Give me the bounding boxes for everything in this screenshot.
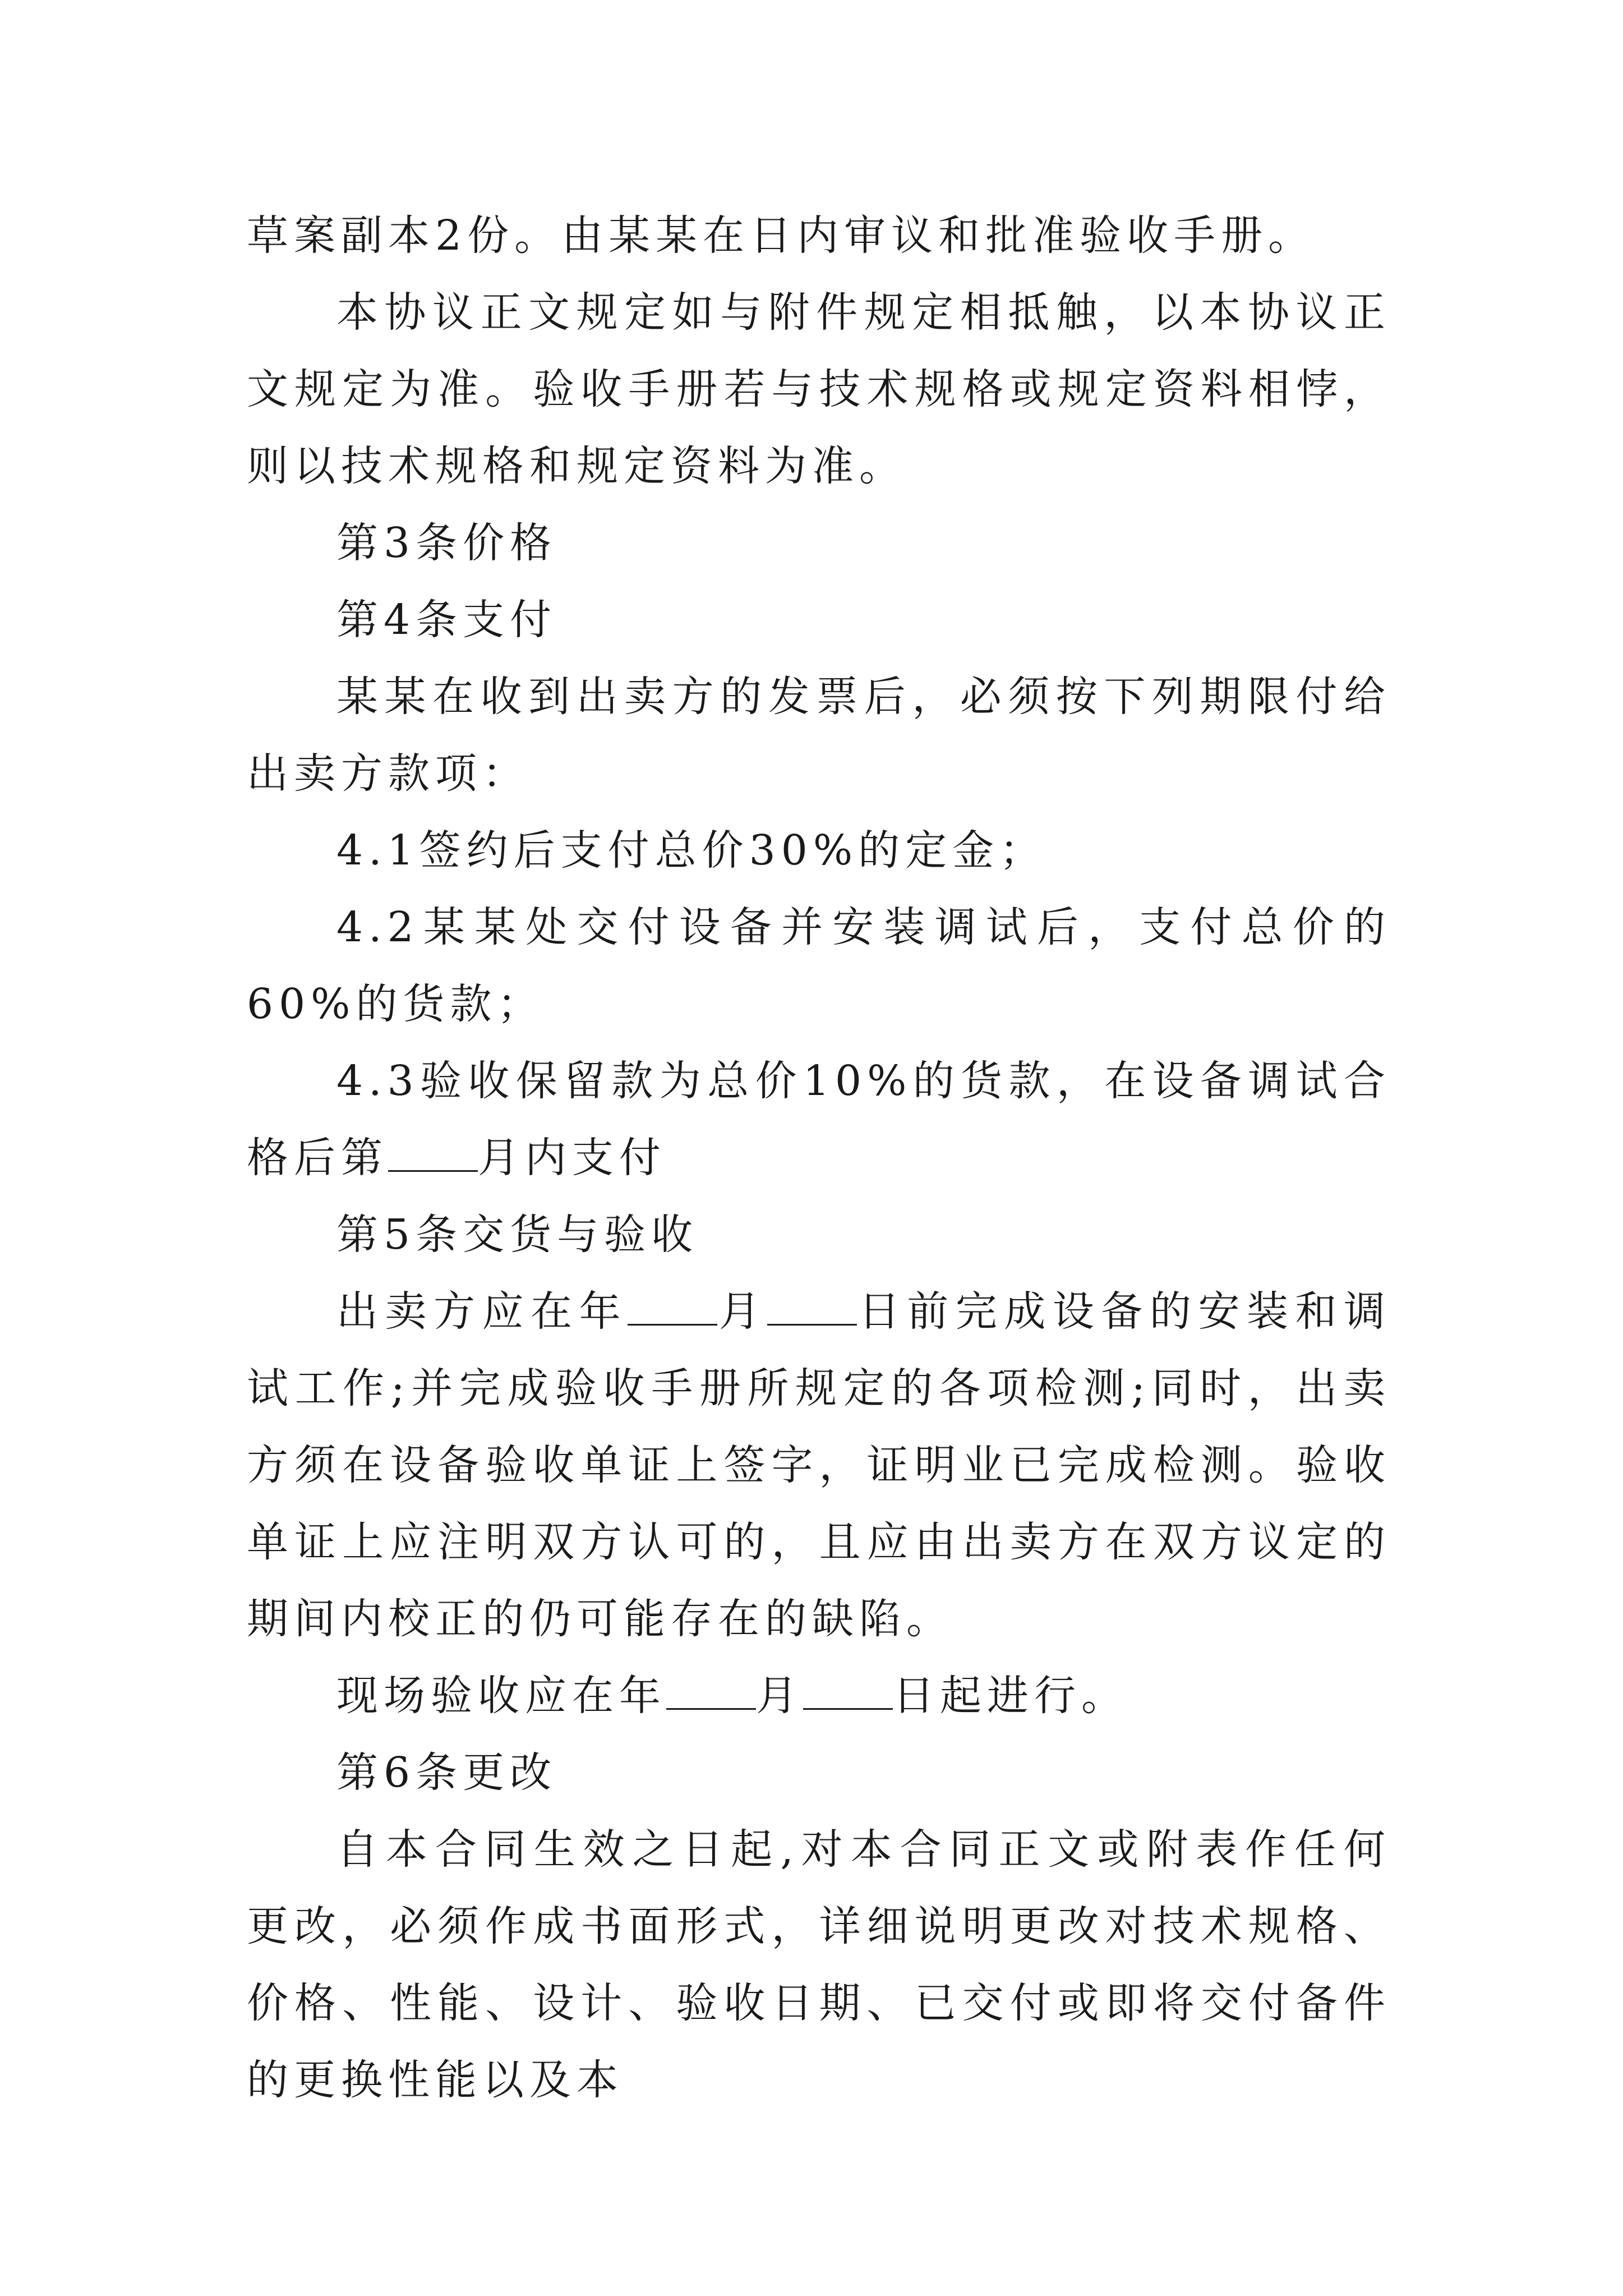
clause-4-3: [247, 1043, 1391, 1197]
paragraph-amendments: 自本合同生效之日起,对本合同正文或附表作任何更改，必须作成书面形式，详细说明更改对技术规格、价格、性能、设计、验收日期、已交付或即将交付备件的更换性能以及本: [247, 1825, 1391, 2104]
paragraph-delivery: [247, 1273, 1391, 1658]
delivery-text-c: 日前完成设备的安装和调试工作;并完成验收手册所规定的各项检测;同时，出卖方须在设备验收单证上签字，证明业已完成检测。验收单证上应注明双方认可的，且应由出卖方在双方议定的期间内校正的仍可能存在的缺陷。: [247, 1287, 1391, 1643]
article-6-heading: 第6条更改: [336, 1749, 557, 1797]
paragraph-precedence: 本协议正文规定如与附件规定相抵触，以本协议正文规定为准。验收手册若与技术规格或规定资料相悖，则以技术规格和规定资料为准。: [247, 288, 1391, 490]
blank-field: [388, 1137, 478, 1172]
site-acceptance-text-c: 日起进行。: [893, 1672, 1128, 1720]
delivery-text-a: 出卖方应在年: [336, 1287, 628, 1336]
contract-text-body: [247, 197, 1391, 2119]
blank-field: [666, 1674, 756, 1710]
article-4-heading: 第4条支付: [336, 596, 557, 644]
article-5-heading: 第5条交货与验收: [336, 1211, 699, 1259]
site-acceptance-text-b: 月: [756, 1672, 803, 1720]
blank-field: [767, 1290, 857, 1326]
clause-4-3-text-before: 4.3验收保留款为总价10%的货款，在设备调试合格后第: [247, 1057, 1391, 1182]
article-3-heading: 第3条价格: [336, 519, 557, 567]
paragraph-payment-terms: 某某在收到出卖方的发票后，必须按下列期限付给出卖方款项：: [247, 673, 1391, 798]
site-acceptance-text-a: 现场验收应在年: [336, 1672, 666, 1720]
clause-4-1: 4.1签约后支付总价30%的定金；: [336, 826, 1047, 875]
paragraph-site-acceptance: [247, 1658, 1391, 1734]
blank-field: [803, 1674, 893, 1710]
clause-4-3-text-after: 月内支付: [478, 1134, 666, 1182]
blank-field: [628, 1290, 717, 1326]
delivery-text-b: 月: [717, 1287, 768, 1336]
clause-4-2: 4.2某某处交付设备并安装调试后，支付总价的60%的货款；: [247, 903, 1391, 1028]
paragraph-draft-copies: 草案副本2份。由某某在日内审议和批准验收手册。: [247, 211, 1316, 260]
